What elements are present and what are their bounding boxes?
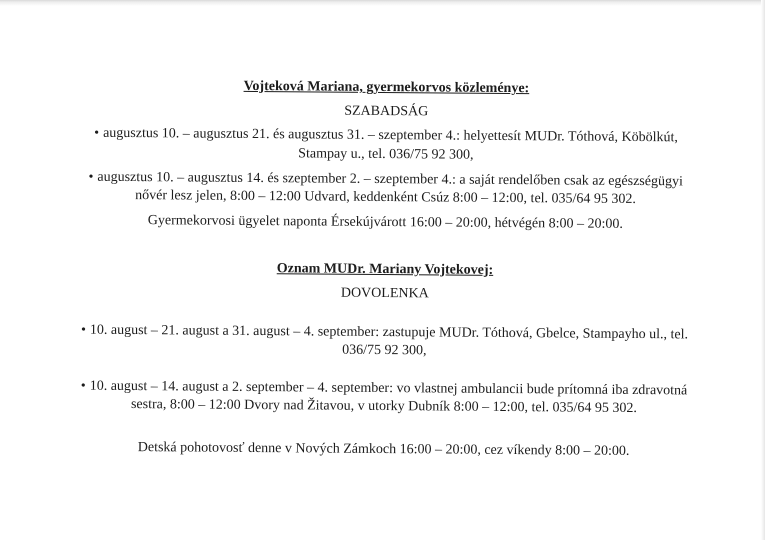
bullet-icon: •: [88, 169, 94, 185]
slovak-item1-line2: 036/75 92 300,: [342, 342, 427, 359]
hungarian-item2-line2: nővér lesz jelen, 8:00 – 12:00 Udvard, keddenként Csúz 8:00 – 12:00, tel. 035/64 95 302.: [135, 188, 637, 208]
slovak-item2-line2: sestra, 8:00 – 12:00 Dvory nad Žitavou, v utorky Dubník 8:00 – 12:00, tel. 035/64 95 302.: [130, 397, 637, 417]
slovak-title: Oznam MUDr. Mariany Vojtekovej:: [276, 261, 494, 278]
slovak-note: Detská pohotovosť denne v Nových Zámkoch 16:00 – 20:00, cez víkendy 8:00 – 20:00.: [137, 440, 630, 459]
slovak-item2-text: 10. august – 14. august a 2. september – 4. september: vo vlastnej ambulancii bude prítomná iba zdravotná: [89, 378, 688, 399]
hungarian-title: Vojteková Mariana, gyermekorvos közleménye:: [243, 78, 530, 97]
slovak-item1-text: 10. august – 21. august a 31. august – 4. september: zastupuje MUDr. Tóthová, Gbelce, Stampayho ul., tel.: [89, 322, 689, 343]
hungarian-subtitle: SZABADSÁG: [344, 103, 429, 120]
hungarian-item1-line2: Stampay u., tel. 036/75 92 300,: [298, 146, 474, 163]
hungarian-item2-text: augusztus 10. – augusztus 14. és szeptember 2. – szeptember 4.: a saját rendelőben csak az egészségügyi: [97, 169, 683, 190]
hungarian-item1-text: augusztus 10. – augusztus 21. és augusztus 31. – szeptember 4.: helyettesít MUDr. Tóthová, Köbölkút,: [103, 125, 678, 146]
bullet-icon: •: [94, 125, 100, 141]
bullet-icon: •: [80, 322, 86, 338]
bullet-icon: •: [80, 378, 86, 394]
hungarian-note: Gyermekorvosi ügyelet naponta Érsekújvárott 16:00 – 20:00, hétvégén 8:00 – 20:00.: [147, 213, 623, 232]
slovak-subtitle: DOVOLENKA: [340, 285, 429, 302]
